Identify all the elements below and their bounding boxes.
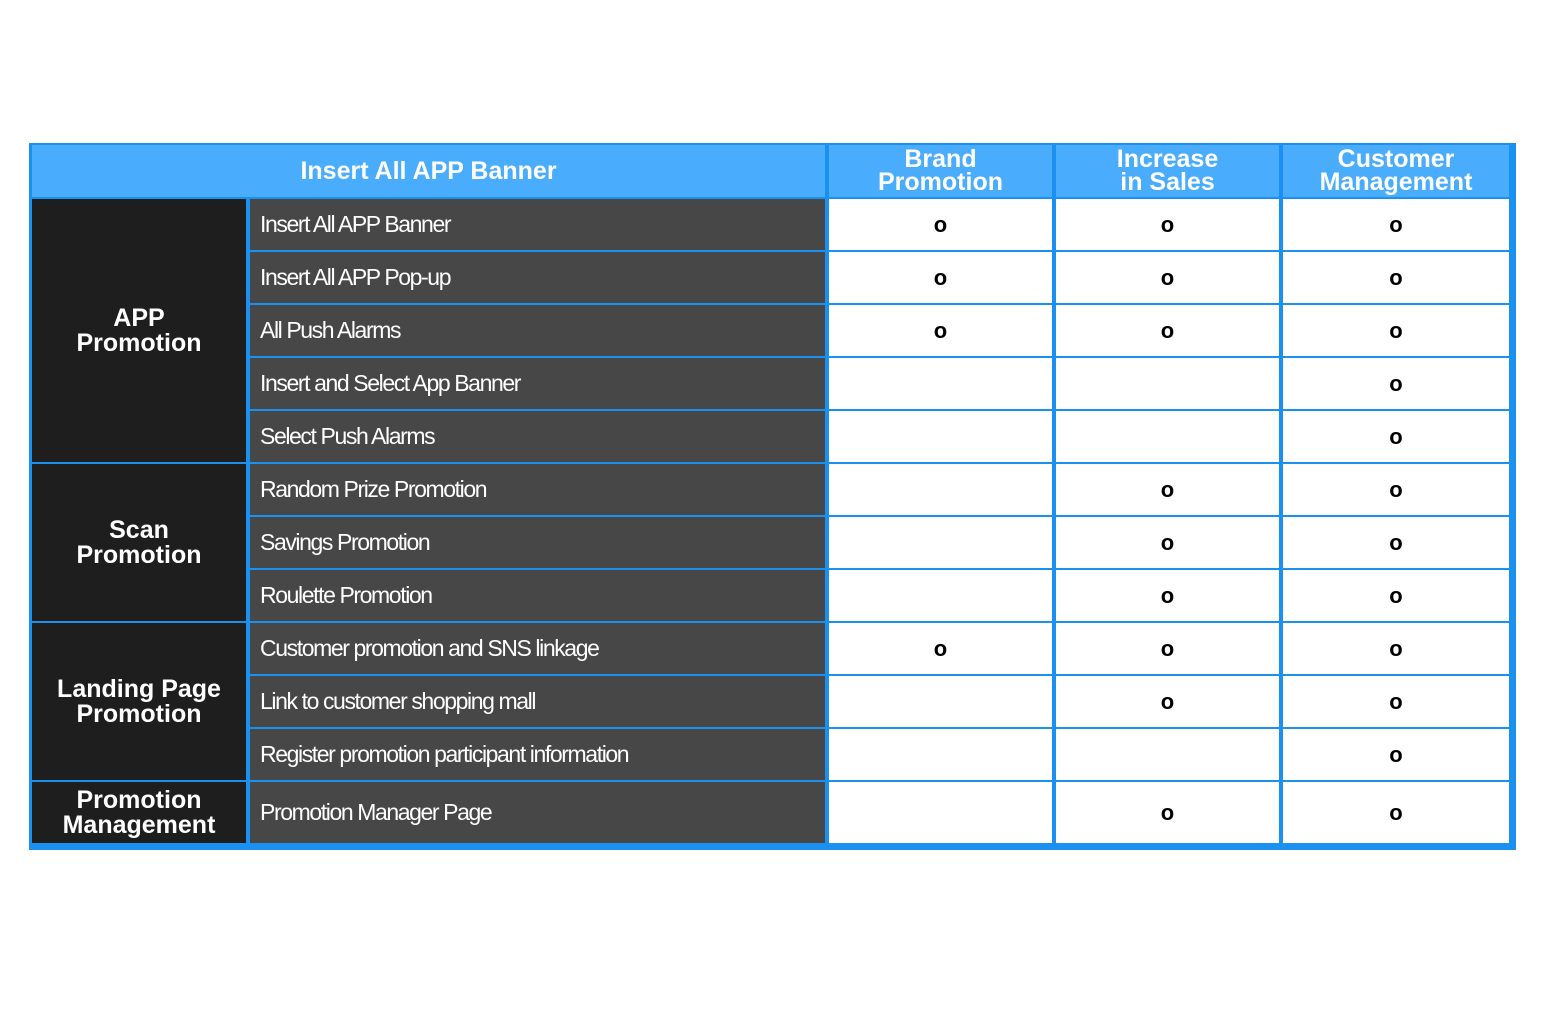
row-mark-brand: [829, 729, 1052, 780]
group-promotion-management: Promotion Management: [32, 782, 246, 843]
row-mark-customer: o: [1283, 305, 1509, 356]
row-mark-brand: [829, 464, 1052, 515]
group-app-promotion: APP Promotion: [32, 199, 246, 462]
row-mark-sales: o: [1056, 782, 1279, 843]
row-mark-sales: o: [1056, 623, 1279, 674]
group-scan-promotion: Scan Promotion: [32, 464, 246, 621]
row-mark-customer: o: [1283, 517, 1509, 568]
row-mark-customer: o: [1283, 358, 1509, 409]
row-mark-customer: o: [1283, 729, 1509, 780]
row-mark-brand: o: [829, 623, 1052, 674]
row-item-label: Insert All APP Banner: [250, 199, 825, 250]
row-item-label: Random Prize Promotion: [250, 464, 825, 515]
row-mark-sales: [1056, 729, 1279, 780]
row-mark-sales: [1056, 358, 1279, 409]
row-mark-customer: o: [1283, 782, 1509, 843]
table-header-main: Insert All APP Banner: [32, 145, 825, 197]
row-mark-sales: o: [1056, 199, 1279, 250]
column-header-label: Customer Management: [1319, 145, 1473, 196]
row-mark-brand: [829, 782, 1052, 843]
row-item-label: Customer promotion and SNS linkage: [250, 623, 825, 674]
row-mark-customer: o: [1283, 199, 1509, 250]
row-item-label: Insert and Select App Banner: [250, 358, 825, 409]
row-mark-sales: o: [1056, 676, 1279, 727]
row-item-label: Select Push Alarms: [250, 411, 825, 462]
row-mark-sales: o: [1056, 464, 1279, 515]
row-mark-sales: o: [1056, 570, 1279, 621]
row-item-label: Link to customer shopping mall: [250, 676, 825, 727]
row-item-label: Savings Promotion: [250, 517, 825, 568]
row-item-label: Promotion Manager Page: [250, 782, 825, 843]
row-mark-sales: o: [1056, 305, 1279, 356]
row-mark-sales: [1056, 411, 1279, 462]
row-mark-sales: o: [1056, 517, 1279, 568]
row-mark-customer: o: [1283, 623, 1509, 674]
column-header-brand-promotion: [829, 145, 1052, 197]
row-mark-brand: o: [829, 252, 1052, 303]
row-mark-customer: o: [1283, 676, 1509, 727]
row-mark-brand: [829, 570, 1052, 621]
group-landing-page-promotion: Landing Page Promotion: [32, 623, 246, 780]
row-mark-brand: [829, 517, 1052, 568]
column-header-customer-management: [1283, 145, 1509, 197]
row-mark-customer: o: [1283, 411, 1509, 462]
row-mark-customer: o: [1283, 464, 1509, 515]
row-mark-sales: o: [1056, 252, 1279, 303]
promotion-comparison-table: [29, 143, 1516, 850]
row-mark-brand: o: [829, 199, 1052, 250]
row-mark-brand: o: [829, 305, 1052, 356]
row-mark-customer: o: [1283, 570, 1509, 621]
column-header-label: Brand Promotion: [878, 145, 1003, 196]
row-item-label: Roulette Promotion: [250, 570, 825, 621]
row-mark-customer: o: [1283, 252, 1509, 303]
row-mark-brand: [829, 358, 1052, 409]
row-item-label: Insert All APP Pop-up: [250, 252, 825, 303]
row-item-label: Register promotion participant information: [250, 729, 825, 780]
row-item-label: All Push Alarms: [250, 305, 825, 356]
row-mark-brand: [829, 676, 1052, 727]
column-header-label: Increase in Sales: [1116, 145, 1219, 196]
column-header-increase-in-sales: [1056, 145, 1279, 197]
row-mark-brand: [829, 411, 1052, 462]
